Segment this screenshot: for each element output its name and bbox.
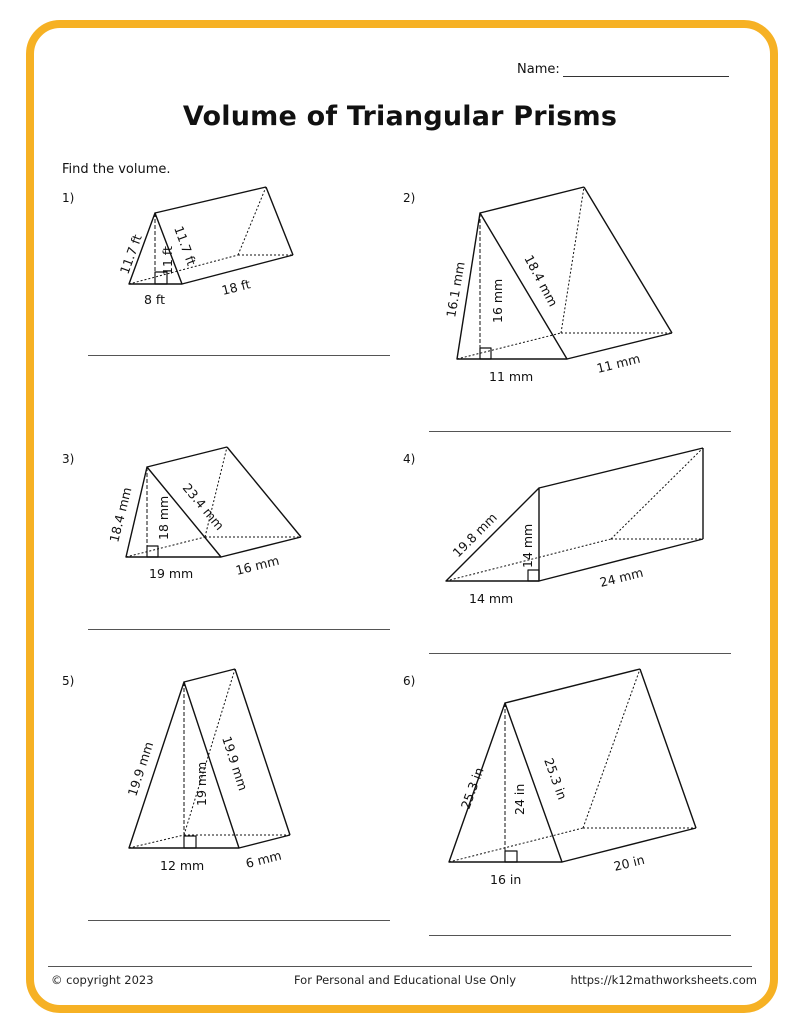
problem-3-length-label: 16 mm: [234, 552, 281, 578]
page-title: Volume of Triangular Prisms: [182, 101, 618, 132]
problem-6-number: 6): [403, 674, 416, 688]
problem-1-number: 1): [62, 191, 75, 205]
problem-2-length-label: 11 mm: [595, 350, 642, 376]
problem-2-prism-figure: [457, 187, 672, 359]
problem-3-height-label: 18 mm: [156, 495, 171, 540]
problem-4-length-label: 24 mm: [598, 564, 645, 590]
problem-6-height-label: 24 in: [512, 783, 527, 815]
problem-5-number: 5): [62, 674, 75, 688]
problem-3-prism-figure: [126, 447, 301, 557]
problem-2-side-left-label: 16.1 mm: [443, 260, 468, 319]
problem-6-length-label: 20 in: [612, 851, 647, 874]
instructions: Find the volume.: [62, 162, 171, 177]
problem-4-number: 4): [403, 452, 416, 466]
problem-6-prism-figure: [449, 669, 696, 862]
problem-2-height-label: 16 mm: [490, 278, 505, 323]
problem-3-side-left-label: 18.4 mm: [106, 485, 135, 544]
problem-3-number: 3): [62, 452, 75, 466]
problem-5-side-left-label: 19.9 mm: [124, 739, 157, 798]
problem-6-base-label: 16 in: [490, 872, 522, 887]
problem-2-base-label: 11 mm: [489, 369, 534, 384]
problem-3-side-right-label: 23.4 mm: [179, 480, 228, 533]
problem-1-length-label: 18 ft: [220, 276, 252, 298]
problem-4-height-label: 14 mm: [520, 523, 535, 568]
problem-2-side-right-label: 18.4 mm: [521, 252, 561, 310]
problem-6-side-left-label: 25.3 in: [457, 765, 487, 812]
problem-5-base-label: 12 mm: [160, 858, 205, 873]
problem-2-number: 2): [403, 191, 416, 205]
problem-4-base-label: 14 mm: [469, 591, 514, 606]
footer-website-link[interactable]: https://k12mathworksheets.com: [570, 973, 757, 987]
problem-1-side-left-label: 11.7 ft: [116, 232, 145, 277]
problem-1-height-label: 11 ft: [160, 246, 175, 275]
name-label: Name:: [517, 62, 560, 77]
problem-1-prism-figure: [129, 187, 293, 284]
footer-usage-note: For Personal and Educational Use Only: [293, 973, 517, 987]
problem-5-side-right-label: 19.9 mm: [219, 734, 251, 793]
problem-5-height-label: 19 mm: [194, 761, 209, 806]
problem-4-side-left-label: 19.8 mm: [449, 509, 500, 561]
footer-copyright: © copyright 2023: [51, 973, 154, 987]
problem-6-side-right-label: 25.3 in: [541, 755, 571, 802]
problem-5-length-label: 6 mm: [244, 847, 283, 871]
footer-divider: [48, 966, 752, 967]
problem-5-prism-figure: [129, 669, 290, 848]
problem-1-side-right-label: 11.7 ft: [171, 223, 200, 268]
problem-1-base-label: 8 ft: [144, 292, 166, 307]
problem-3-base-label: 19 mm: [149, 566, 194, 581]
